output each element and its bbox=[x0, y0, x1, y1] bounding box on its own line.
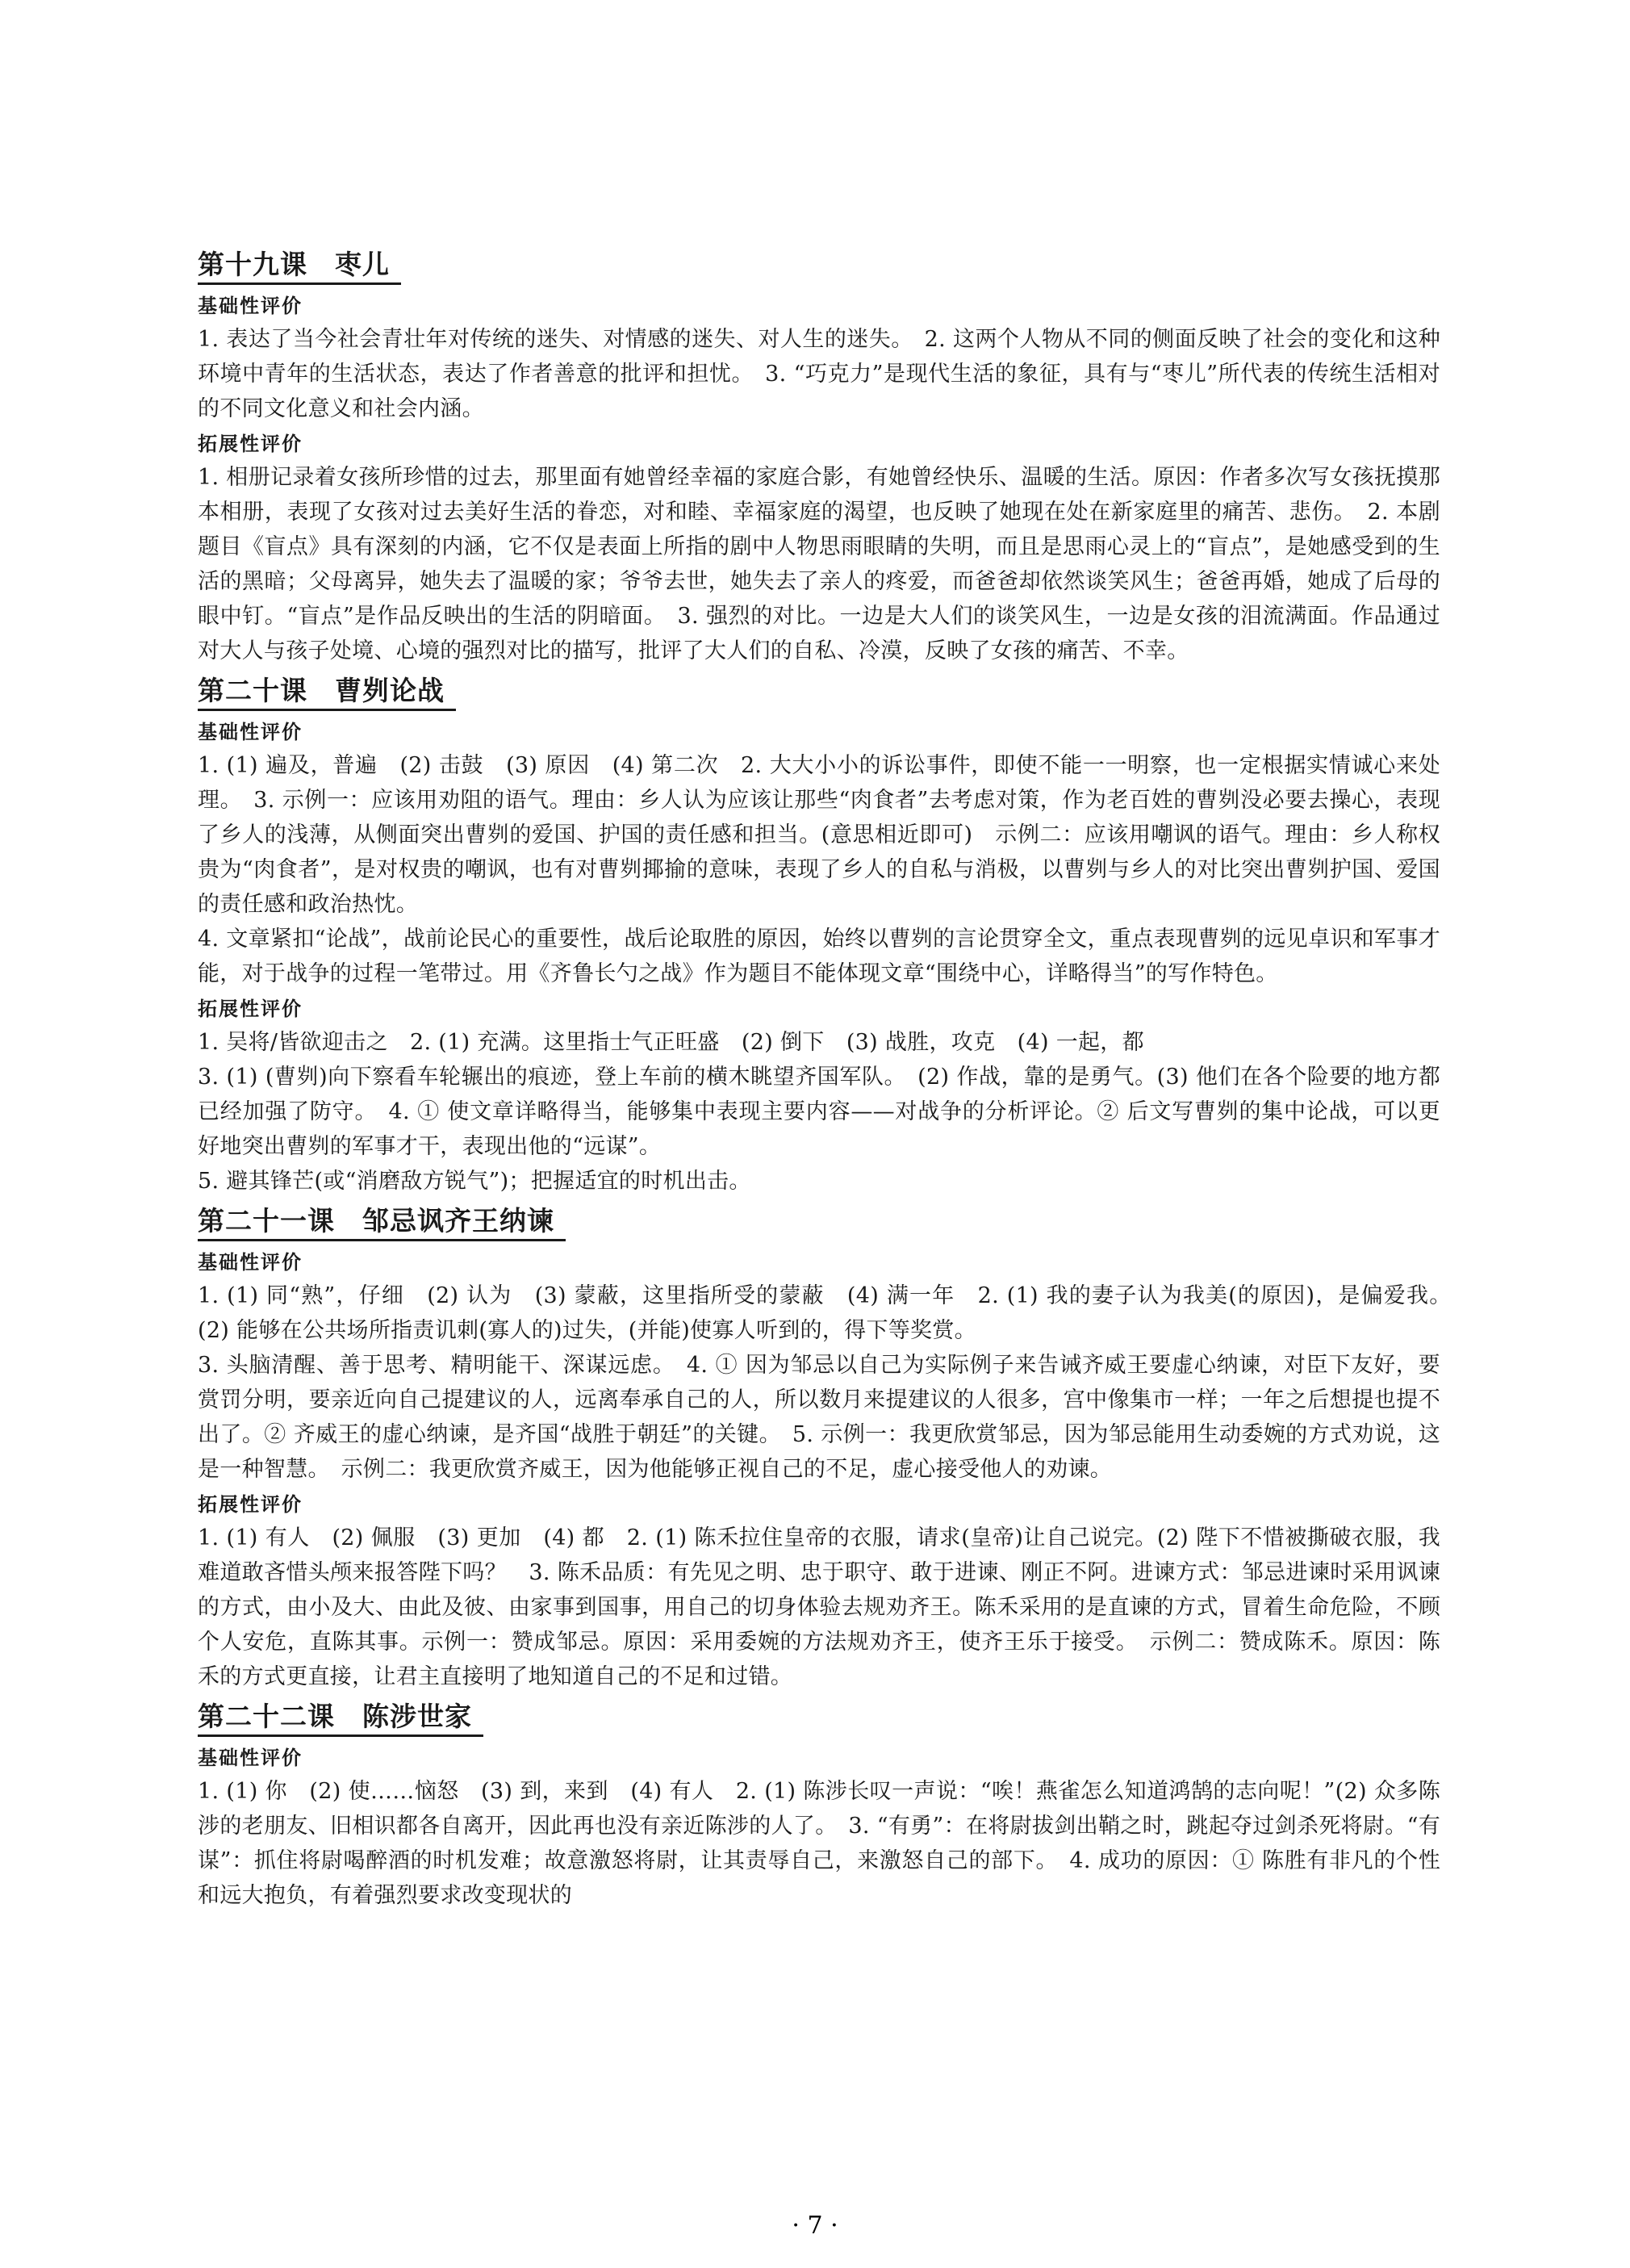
answer-paragraph: 1. 相册记录着女孩所珍惜的过去，那里面有她曾经幸福的家庭合影，有她曾经快乐、温暖的生活。原因：作者多次写女孩抚摸那本相册，表现了女孩对过去美好生活的眷恋，对和睦、幸福家庭的渴望，也反映了她现在处在新家庭里的痛苦、悲伤。 2. 本剧题目《盲点》具有深刻的内涵，它不仅是表面上所指的剧中人物思雨眼睛的失明，而且是思雨心灵上的“盲点”，是她感受到的生活的黑暗；父母离异，她失去了温暖的家；爷爷去世，她失去了亲人的疼爱，而爸爸却依然谈笑风生；爸爸再婚，她成了后母的眼中钉。“盲点”是作品反映出的生活的阴暗面。 3. 强烈的对比。一边是大人们的谈笑风生，一边是女孩的泪流满面。作品通过对大人与孩子处境、心境的强烈对比的描写，批评了大人们的自私、冷漠，反映了女孩的痛苦、不幸。 bbox=[198, 465, 1440, 663]
section-body bbox=[198, 460, 1440, 668]
section-body bbox=[198, 1278, 1463, 1487]
answer-paragraph: 3. (1) (曹刿)向下察看车轮辗出的痕迹，登上车前的横木眺望齐国军队。 (2) 作战，靠的是勇气。(3) 他们在各个险要的地方都已经加强了防守。 4. ① 使文章详略得当，能够集中表现主要内容——对战争的分析评论。② 后文写曹刿的集中论战，可以更好地突出曹刿的军事才干，表现出他的“远谋”。 bbox=[198, 1065, 1440, 1159]
section-heading: 基础性评价 bbox=[198, 1747, 303, 1769]
lesson-title: 第二十二课 陈涉世家 bbox=[198, 1699, 483, 1737]
page-number: · 7 · bbox=[792, 2212, 838, 2240]
section-heading: 拓展性评价 bbox=[198, 998, 303, 1020]
lesson-title: 第十九课 枣儿 bbox=[198, 247, 401, 285]
lesson-22 bbox=[198, 1694, 1440, 1913]
answer-paragraph: 1. (1) 遍及，普遍 (2) 击鼓 (3) 原因 (4) 第二次 2. 大大小小的诉讼事件，即使不能一一明察，也一定根据实情诚心来处理。 3. 示例一：应该用劝阻的语气。理由：乡人认为应该让那些“肉食者”去考虑对策，作为老百姓的曹刿没必要去操心，表现了乡人的浅薄，从侧面突出曹刿的爱国、护国的责任感和担当。(意思相近即可) 示例二：应该用嘲讽的语气。理由：乡人称权贵为“肉食者”，是对权贵的嘲讽，也有对曹刿揶揄的意味，表现了乡人的自私与消极，以曹刿与乡人的对比突出曹刿护国、爱国的责任感和政治热忱。 bbox=[198, 753, 1440, 917]
section-body bbox=[198, 1025, 1440, 1199]
lesson-title: 第二十一课 邹忌讽齐王纳谏 bbox=[198, 1203, 566, 1241]
answer-paragraph: 3. 头脑清醒、善于思考、精明能干、深谋远虑。 4. ① 因为邹忌以自己为实际例子来告诫齐威王要虚心纳谏，对臣下友好，要赏罚分明，要亲近向自己提建议的人，远离奉承自己的人，所以数月来提建议的人很多，宫中像集市一样；一年之后想提也提不出了。② 齐威王的虚心纳谏，是齐国“战胜于朝廷”的关键。 5. 示例一：我更欣赏邹忌，因为邹忌能用生动委婉的方式劝说，这是一种智慧。 示例二：我更欣赏齐威王，因为他能够正视自己的不足，虚心接受他人的劝谏。 bbox=[198, 1353, 1440, 1482]
answer-paragraph: 1. (1) 你 (2) 使……恼怒 (3) 到，来到 (4) 有人 2. (1) 陈涉长叹一声说：“唉！燕雀怎么知道鸿鹄的志向呢！”(2) 众多陈涉的老朋友、旧相识都各自离开，因此再也没有亲近陈涉的人了。 3. “有勇”：在将尉拔剑出鞘之时，跳起夺过剑杀死将尉。“有谋”：抓住将尉喝醉酒的时机发难；故意激怒将尉，让其责辱自己，来激怒自己的部下。 4. 成功的原因：① 陈胜有非凡的个性和远大抱负，有着强烈要求改变现状的 bbox=[198, 1779, 1440, 1908]
lesson-20 bbox=[198, 668, 1440, 1199]
answer-paragraph: 1. 吴将/皆欲迎击之 2. (1) 充满。这里指士气正旺盛 (2) 倒下 (3) 战胜，攻克 (4) 一起，都 bbox=[198, 1030, 1144, 1055]
answer-paragraph: 1. 表达了当今社会青壮年对传统的迷失、对情感的迷失、对人生的迷失。 2. 这两个人物从不同的侧面反映了社会的变化和这种环境中青年的生活状态，表达了作者善意的批评和担忧。 3. “巧克力”是现代生活的象征，具有与“枣儿”所代表的传统生活相对的不同文化意义和社会内涵。 bbox=[198, 327, 1440, 421]
answer-paragraph: 5. 避其锋芒(或“消磨敌方锐气”)；把握适宜的时机出击。 bbox=[198, 1169, 751, 1194]
answer-paragraph: 4. 文章紧扣“论战”，战前论民心的重要性，战后论取胜的原因，始终以曹刿的言论贯穿全文，重点表现曹刿的远见卓识和军事才能，对于战争的过程一笔带过。用《齐鲁长勺之战》作为题目不能体现文章“围绕中心，详略得当”的写作特色。 bbox=[198, 927, 1440, 986]
answer-paragraph: 1. (1) 有人 (2) 佩服 (3) 更加 (4) 都 2. (1) 陈禾拉住皇帝的衣服，请求(皇帝)让自己说完。(2) 陛下不惜被撕破衣服，我难道敢吝惜头颅来报答陛下吗？ 3. 陈禾品质：有先见之明、忠于职守、敢于进谏、刚正不阿。进谏方式：邹忌进谏时采用讽谏的方式，由小及大、由此及彼、由家事到国事，用自己的切身体验去规劝齐王。陈禾采用的是直谏的方式，冒着生命危险，不顾个人安危，直陈其事。示例一：赞成邹忌。原因：采用委婉的方法规劝齐王，使齐王乐于接受。 示例二：赞成陈禾。原因：陈禾的方式更直接，让君主直接明了地知道自己的不足和过错。 bbox=[198, 1525, 1440, 1689]
section-body bbox=[198, 1774, 1440, 1913]
lesson-title: 第二十课 曹刿论战 bbox=[198, 673, 456, 711]
lesson-21 bbox=[198, 1199, 1463, 1694]
section-body bbox=[198, 322, 1440, 426]
answer-page bbox=[198, 242, 1463, 1913]
answer-paragraph: 1. (1) 同“熟”，仔细 (2) 认为 (3) 蒙蔽，这里指所受的蒙蔽 (4) 满一年 2. (1) 我的妻子认为我美(的原因)，是偏爱我。 (2) 能够在公共场所指责讥刺(寡人的)过失，(并能)使寡人听到的，得下等奖赏。 bbox=[198, 1283, 1463, 1343]
section-heading: 基础性评价 bbox=[198, 1251, 303, 1274]
section-heading: 拓展性评价 bbox=[198, 1493, 303, 1516]
lesson-19 bbox=[198, 242, 1440, 668]
section-heading: 基础性评价 bbox=[198, 295, 303, 317]
section-body bbox=[198, 1521, 1440, 1694]
section-body bbox=[198, 748, 1440, 991]
section-heading: 拓展性评价 bbox=[198, 433, 303, 455]
section-heading: 基础性评价 bbox=[198, 721, 303, 743]
